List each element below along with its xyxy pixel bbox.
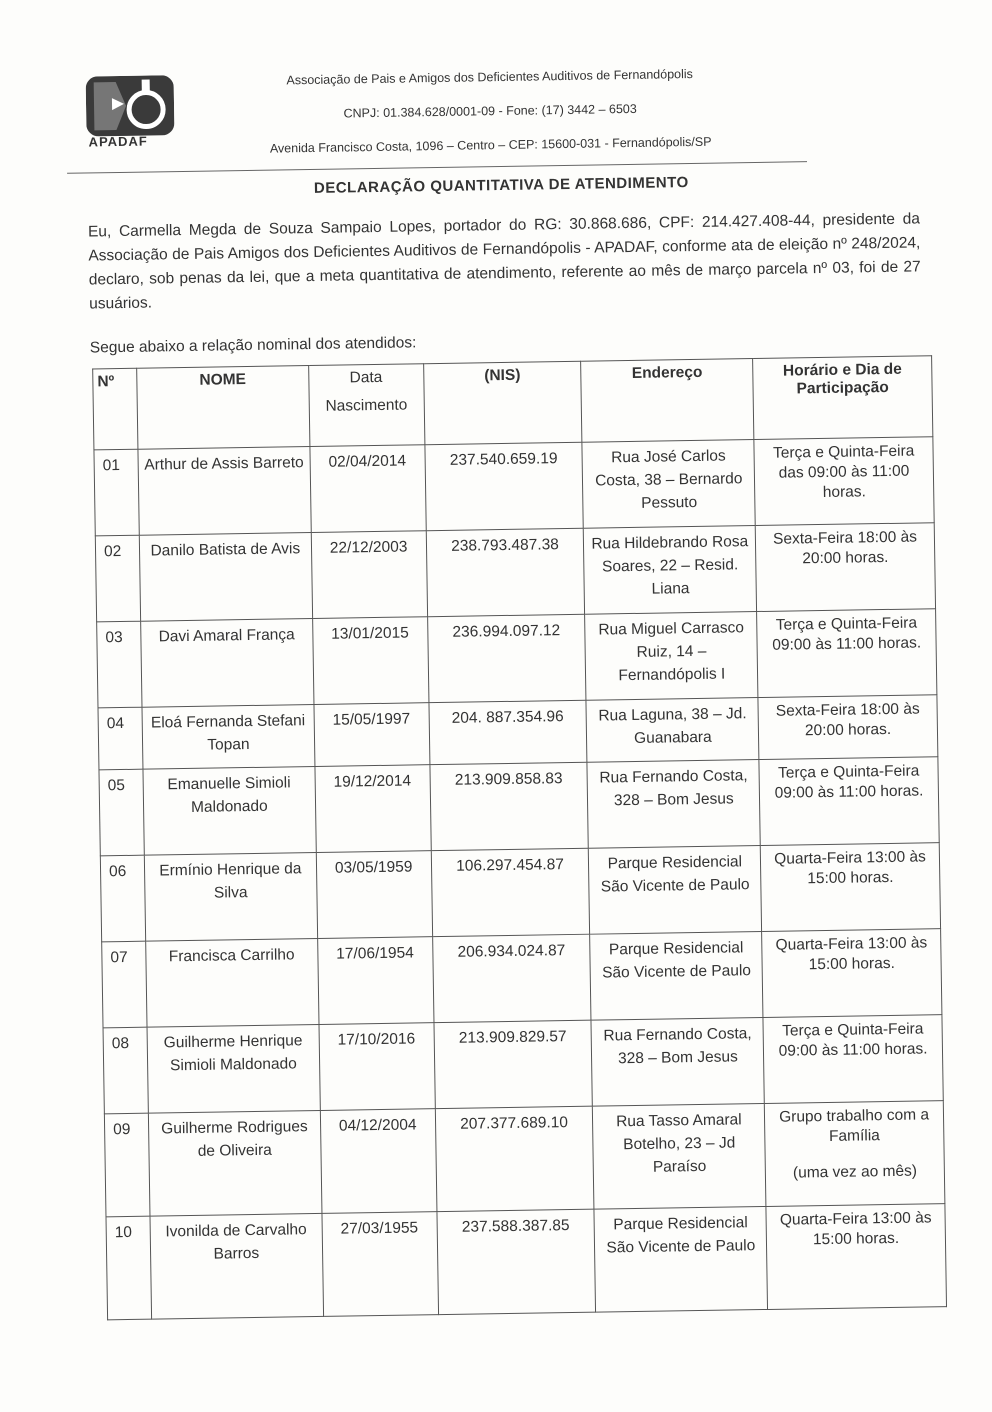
row-name: Danilo Batista de Avis: [139, 533, 312, 622]
row-schedule: [766, 1204, 946, 1310]
row-schedule-text: Terça e Quinta-Feira 09:00 às 11:00 horas.: [772, 614, 922, 654]
row-birth-date: 03/05/1959: [316, 851, 432, 939]
row-num: 04: [98, 707, 143, 770]
row-name: Ivonilda de Carvalho Barros: [150, 1213, 323, 1319]
row-num: 03: [97, 621, 142, 708]
row-address: Rua Fernando Costa, 328 – Bom Jesus: [587, 760, 760, 849]
row-address: Parque Residencial São Vicente de Paulo: [594, 1206, 767, 1312]
row-name: Arthur de Assis Barreto: [138, 447, 311, 536]
list-subtitle: Segue abaixo a relação nominal dos atendidos:: [89, 334, 417, 357]
row-address: Rua Hildebrando Rosa Soares, 22 – Resid. Liana: [584, 526, 757, 615]
row-schedule-text: Terça e Quinta-Feira 09:00 às 11:00 horas.: [778, 1020, 928, 1060]
row-schedule: [755, 523, 935, 612]
row-birth-date: 19/12/2014: [315, 765, 431, 853]
row-address: Parque Residencial São Vicente de Paulo: [590, 931, 763, 1020]
row-nis: 237.588.387.85: [437, 1209, 596, 1314]
row-nis: 237.540.659.19: [424, 442, 583, 530]
row-num: 07: [102, 941, 147, 1028]
header-name: NOME: [137, 366, 310, 450]
row-address: Rua Miguel Carrasco Ruiz, 14 – Fernandópolis I: [585, 612, 758, 701]
header-birth-line1: Data: [349, 368, 383, 387]
table-row: [104, 1101, 945, 1217]
row-num: 06: [100, 855, 145, 942]
row-nis: 106.297.454.87: [431, 848, 590, 936]
table-row: [100, 843, 940, 942]
header-address: Endereço: [581, 359, 754, 443]
row-birth-date: 17/06/1954: [317, 937, 433, 1025]
row-schedule: [762, 929, 942, 1018]
row-schedule: [758, 695, 938, 760]
row-nis: 207.377.689.10: [435, 1106, 594, 1211]
row-schedule-text: Terça e Quinta-Feira 09:00 às 11:00 horas.: [774, 762, 924, 802]
table-row: [97, 609, 937, 708]
row-address: Rua Fernando Costa, 328 – Bom Jesus: [591, 1017, 764, 1106]
row-schedule-text: Terça e Quinta-Feira das 09:00 às 11:00 horas.: [772, 442, 915, 501]
row-num: 09: [104, 1113, 150, 1217]
row-nis: 213.909.829.57: [434, 1020, 593, 1108]
row-schedule: [757, 609, 937, 698]
row-name: Ermínio Henrique da Silva: [144, 852, 317, 941]
row-name: Francisca Carrilho: [146, 938, 319, 1027]
row-nis: 206.934.024.87: [432, 934, 591, 1022]
header-divider: [67, 161, 807, 174]
row-address: Rua José Carlos Costa, 38 – Bernardo Pessuto: [582, 440, 755, 529]
row-schedule-text: Quarta-Feira 13:00 às 15:00 horas.: [774, 848, 926, 888]
org-address: Avenida Francisco Costa, 1096 – Centro – CEP: 15600-031 - Fernandópolis/SP: [269, 134, 712, 156]
row-schedule: [760, 843, 940, 932]
row-schedule-text: Sexta-Feira 18:00 às 20:00 horas.: [775, 700, 920, 740]
logo-text: APADAF: [88, 133, 148, 150]
row-address: Rua Tasso Amaral Botelho, 23 – Jd Paraíso: [593, 1103, 766, 1209]
table-row: [106, 1204, 947, 1320]
row-name: Emanuelle Simioli Maldonado: [143, 766, 316, 855]
table-row: [103, 1015, 943, 1114]
row-birth-date: 17/10/2016: [319, 1023, 435, 1111]
row-num: 02: [95, 535, 140, 622]
row-nis: 204. 887.354.96: [429, 700, 588, 764]
row-birth-date: 22/12/2003: [311, 531, 427, 619]
attendees-table: [92, 355, 947, 1320]
row-nis: 236.994.097.12: [427, 614, 586, 702]
document-title: DECLARAÇÃO QUANTITATIVA DE ATENDIMENTO: [313, 174, 689, 197]
table-row: [94, 437, 934, 536]
row-nis: 238.793.487.38: [426, 528, 585, 616]
intro-paragraph: Eu, Carmella Megda de Souza Sampaio Lopes, portador do RG: 30.868.686, CPF: 214.427.408-44, presidente da Associação de Pais Amigos dos Deficientes Auditivos de Fernandópolis - APADAF, conforme ata de eleição nº 248/2024, declaro, sob penas da lei, que a meta quantitativa de atendimento, referente ao mês de março parcela nº 03, foi de 27 usuários.: [87, 210, 921, 313]
row-name: Guilherme Henrique Simioli Maldonado: [147, 1024, 320, 1113]
row-address: Parque Residencial São Vicente de Paulo: [589, 846, 762, 935]
row-schedule-text: Quarta-Feira 13:00 às 15:00 horas.: [779, 1209, 932, 1249]
row-schedule-text: Grupo trabalho com a Família: [779, 1106, 930, 1145]
header-nis: (NIS): [423, 361, 582, 444]
row-schedule: [754, 437, 934, 526]
row-birth-date: 15/05/1997: [314, 703, 430, 767]
row-birth-date: 27/03/1955: [322, 1212, 439, 1317]
row-birth-date: 04/12/2004: [320, 1109, 437, 1214]
row-schedule: [759, 757, 939, 846]
header-num: Nº: [93, 368, 138, 450]
table-row: [102, 929, 942, 1028]
row-schedule: [763, 1015, 943, 1104]
row-num: 10: [106, 1216, 152, 1320]
table-row: [95, 523, 935, 622]
row-name: Guilherme Rodrigues de Oliveira: [148, 1110, 321, 1216]
row-name: Eloá Fernanda Stefani Topan: [142, 705, 315, 770]
row-num: 01: [94, 449, 139, 536]
row-num: 08: [103, 1027, 148, 1114]
row-birth-date: 13/01/2015: [312, 617, 428, 705]
header-schedule: Horário e Dia de Participação: [753, 356, 933, 440]
org-contact: CNPJ: 01.384.628/0001-09 - Fone: (17) 3442 – 6503: [343, 101, 637, 121]
table-row: [99, 757, 939, 856]
header-birth-line2: Nascimento: [325, 396, 408, 415]
row-schedule-note: (uma vez ao mês): [792, 1162, 918, 1182]
row-nis: 213.909.858.83: [430, 762, 589, 850]
row-address: Rua Laguna, 38 – Jd. Guanabara: [586, 698, 759, 763]
row-schedule: [765, 1101, 945, 1207]
row-num: 05: [99, 769, 144, 856]
row-schedule-text: Quarta-Feira 13:00 às 15:00 horas.: [775, 934, 928, 974]
row-name: Davi Amaral França: [141, 619, 314, 708]
table-header-row: [93, 356, 933, 450]
row-schedule-text: Sexta-Feira 18:00 às 20:00 horas.: [772, 528, 918, 568]
header-birth: [308, 364, 424, 447]
org-name: Associação de Pais e Amigos dos Deficientes Auditivos de Fernandópolis: [286, 66, 693, 88]
row-birth-date: 02/04/2014: [310, 445, 426, 533]
